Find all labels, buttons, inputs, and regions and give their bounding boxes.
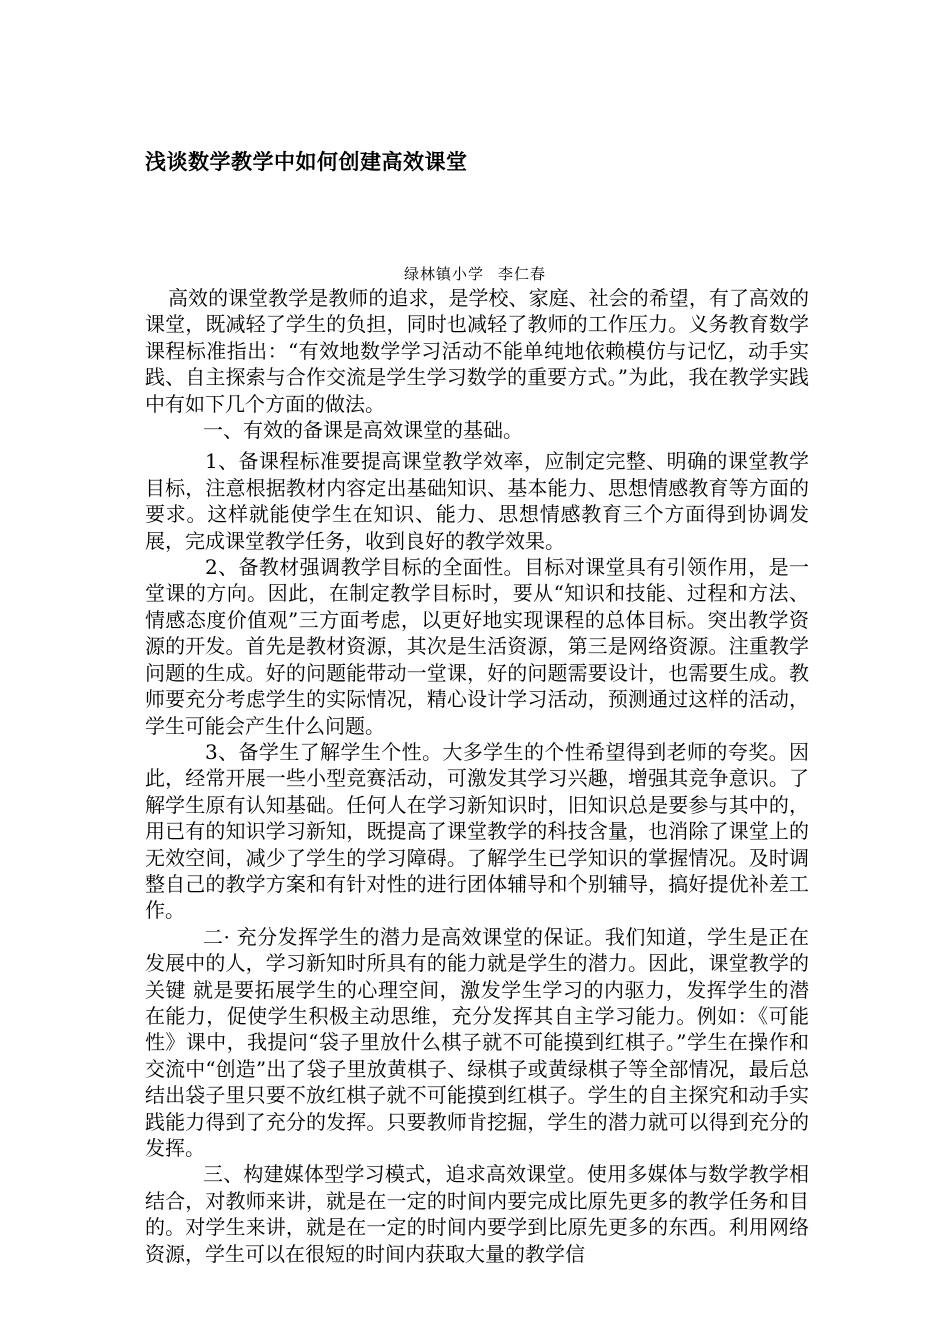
paragraph-prepare-students: 3、备学生了解学生个性。大多学生的个性希望得到老师的夸奖。因此，经常开展一些小型竞赛活动，可激发其学习兴趣，增强其竞争意识。了解学生原有认知基础。任何人在学习新知识时，旧知识总是要参与其中的，用已有的知识学习新知，既提高了课堂教学的科技含量，也消除了课堂上的无效空间，减少了学生的学习障碍。了解学生已学知识的掌握情况。及时调整自己的教学方案和有针对性的进行团体辅导和个别辅导，搞好提优补差工作。 (145, 739, 809, 923)
intro-paragraph: 高效的课堂教学是教师的追求，是学校、家庭、社会的希望，有了高效的课堂，既减轻了学生的负担，同时也减轻了教师的工作压力。义务教育数学课程标准指出：“有效地数学学习活动不能单纯地依赖模仿与记忆，动手实践、自主探索与合作交流是学生学习数学的重要方式。”为此，我在教学实践中有如下几个方面的做法。 (145, 286, 809, 416)
paragraph-section-2: 二· 充分发挥学生的潜力是高效课堂的保证。我们知道，学生是正在发展中的人，学习新知时所具有的能力就是学生的潜力。因此，课堂教学的关键 就是要拓展学生的心理空间，激发学生学习的内驱力，发挥学生的潜在能力，促使学生积极主动思维，充分发挥其自主学习能力。例如：《可能性》课中，我提问“袋子里放什么棋子就不可能摸到红棋子。”学生在操作和交流中“创造”出了袋子里放黄棋子、绿棋子或黄绿棋子等全部情况，最后总结出袋子里只要不放红棋子就不可能摸到红棋子。学生的自主探究和动手实践能力得到了充分的发挥。只要教师肯挖掘，学生的潜力就可以得到充分的发挥。 (145, 924, 809, 1160)
paragraph-prepare-curriculum: 1、备课程标准要提高课堂教学效率，应制定完整、明确的课堂教学目标，注意根据教材内容定出基础知识、基本能力、思想情感教育等方面的要求。这样就能使学生在知识、能力、思想情感教育三个方面得到协调发展，完成课堂教学任务，收到良好的教学效果。 (145, 449, 809, 553)
school-name: 绿林镇小学 (403, 265, 484, 283)
author-name: 李仁春 (498, 265, 547, 283)
document-title: 浅谈数学教学中如何创建高效课堂 (145, 150, 468, 174)
byline (0, 263, 950, 284)
paragraph-section-3: 三、构建媒体型学习模式，追求高效课堂。使用多媒体与数学教学相结合，对教师来讲，就是在一定的时间内要完成比原先更多的教学任务和目的。对学生来讲，就是在一定的时间内要学到比原先更多的东西。利用网络资源，学生可以在很短的时间内获取大量的教学信 (145, 1162, 809, 1266)
document-body (145, 285, 809, 1267)
paragraph-prepare-textbook: 2、备教材强调教学目标的全面性。目标对课堂具有引领作用，是一堂课的方向。因此，在制定教学目标时，要从“知识和技能、过程和方法、情感态度价值观”三方面考虑，以更好地实现课程的总体目标。突出教学资源的开发。首先是教材资源，其次是生活资源，第三是网络资源。注重教学问题的生成。好的问题能带动一堂课，好的问题需要设计，也需要生成。教师要充分考虑学生的实际情况，精心设计学习活动，预测通过这样的活动，学生可能会产生什么问题。 (145, 555, 809, 738)
section-heading-1: 一、有效的备课是高效课堂的基础。 (203, 418, 523, 443)
